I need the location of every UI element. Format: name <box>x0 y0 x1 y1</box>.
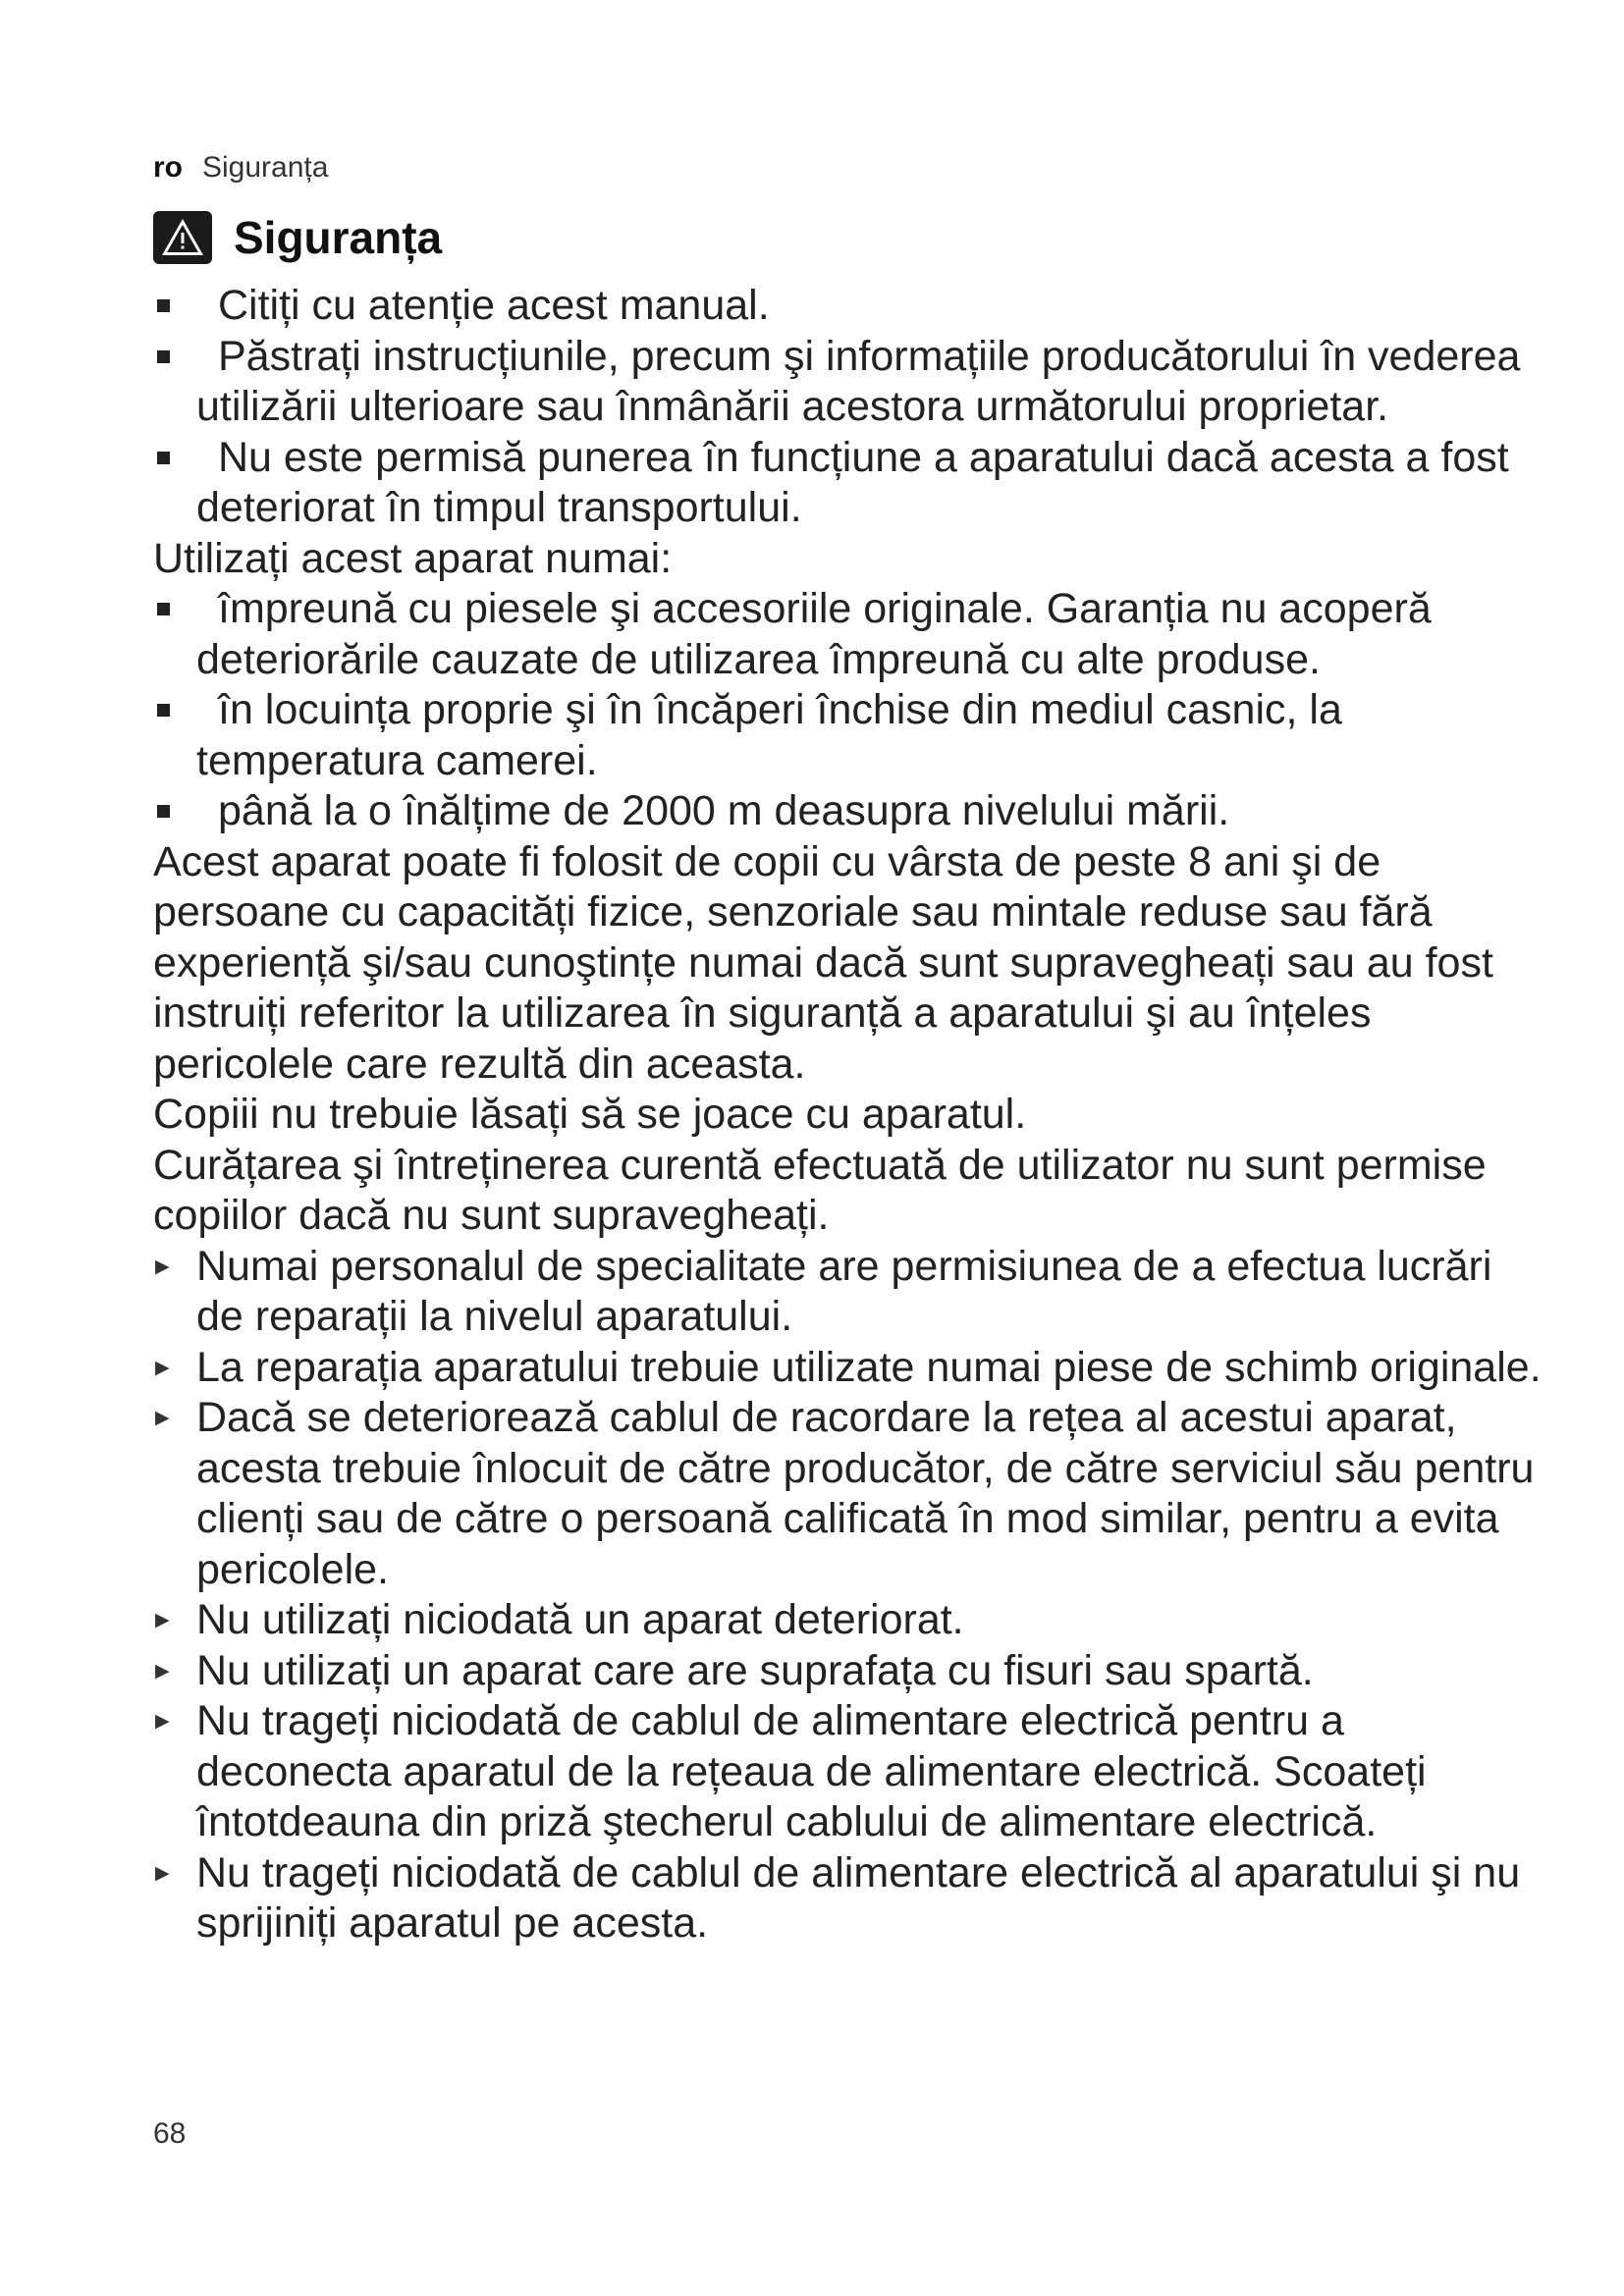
bullet-item: Citiți cu atenție acest manual. <box>153 281 1547 332</box>
instruction-item: ▶ Numai personalul de specialitate are permisiunea de a efectua lucrări de reparații la nivelul aparatului. <box>153 1242 1547 1343</box>
paragraph: Utilizați acest aparat numai: <box>153 534 673 582</box>
safety-content <box>153 281 1547 1949</box>
bullet-item: în locuința proprie şi în încăperi închise din mediul casnic, la temperatura camerei. <box>153 685 1547 786</box>
paragraph: Copiii nu trebuie lăsați să se joace cu aparatul. <box>153 1091 1027 1138</box>
page-header <box>153 151 328 185</box>
language-code: ro <box>153 151 183 184</box>
bullet-item: până la o înălțime de 2000 m deasupra nivelului mării. <box>153 786 1547 837</box>
warning-icon <box>153 211 212 264</box>
header-section: Siguranța <box>202 151 329 184</box>
instruction-item: ▶ Dacă se deteriorează cablul de racordare la rețea al acestui aparat, acesta trebuie înlocuit de către producător, de către serviciul său pentru clienți sau de către o persoană calificată în mod similar, pentru a evita pericolele. <box>153 1393 1547 1595</box>
section-heading <box>153 211 442 264</box>
instruction-item: ▶ Nu utilizați un aparat care are suprafața cu fisuri sau spartă. <box>153 1646 1547 1697</box>
bullet-item: Păstrați instrucțiunile, precum şi informațiile producătorului în vederea utilizării ulterioare sau înmânării acestora următorului proprietar. <box>153 332 1547 433</box>
page-number: 68 <box>153 2117 187 2150</box>
instruction-item: ▶ La reparația aparatului trebuie utilizate numai piese de schimb originale. <box>153 1343 1547 1394</box>
instruction-item: ▶ Nu trageți niciodată de cablul de alimentare electrică pentru a deconecta aparatul de la rețeaua de alimentare electrică. Scoateți întotdeauna din priză ştecherul cablului de alimentare electrică. <box>153 1696 1547 1848</box>
instruction-item: ▶ Nu utilizați niciodată un aparat deteriorat. <box>153 1595 1547 1646</box>
page-title: Siguranța <box>234 212 443 263</box>
paragraph: Curățarea şi întreținerea curentă efectuată de utilizator nu sunt permise copiilor dacă nu sunt supravegheați. <box>153 1141 1487 1239</box>
bullet-item: Nu este permisă punerea în funcțiune a aparatului dacă acesta a fost deteriorat în timpul transportului. <box>153 433 1547 534</box>
paragraph: Acest aparat poate fi folosit de copii cu vârsta de peste 8 ani şi de persoane cu capacități fizice, senzoriale sau mintale reduse sau fără experiență şi/sau cunoştințe numai dacă sunt supravegheați sau au fost instruiți referitor la utilizarea în siguranță a aparatului şi au înțeles pericolele care rezultă din aceasta. <box>153 837 1493 1088</box>
bullet-item: împreună cu piesele şi accesoriile originale. Garanția nu acoperă deteriorările cauzate de utilizarea împreună cu alte produse. <box>153 584 1547 685</box>
instruction-item: ▶ Nu trageți niciodată de cablul de alimentare electrică al aparatului şi nu sprijiniți aparatul pe acesta. <box>153 1848 1547 1949</box>
